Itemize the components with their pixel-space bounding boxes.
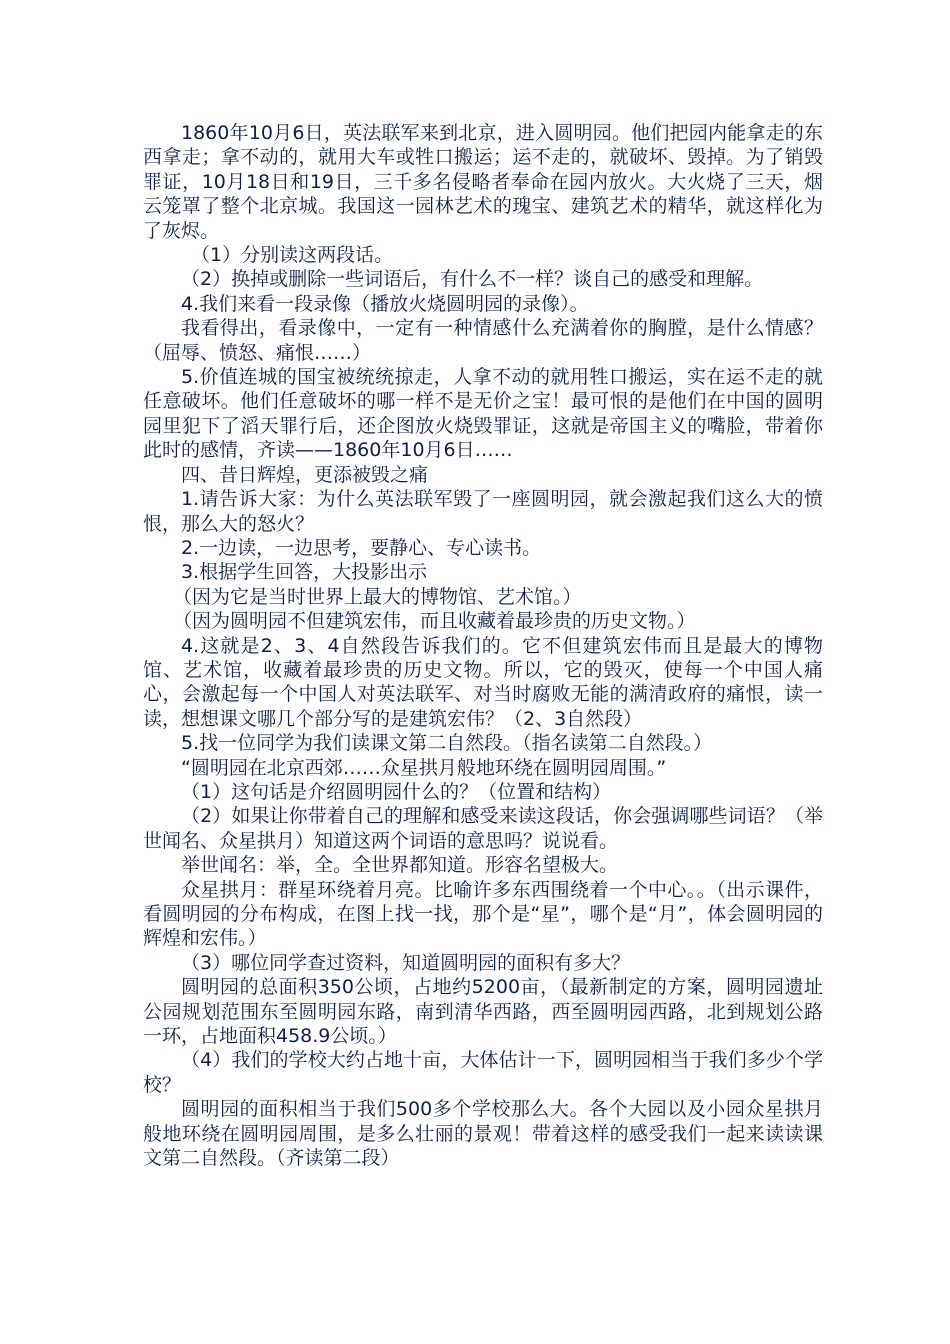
paragraph-question-4: 4.这就是2、3、4自然段告诉我们的。它不但建筑宏伟而且是最大的博物馆、艺术馆，收藏着最珍贵的历史文物。所以，它的毁灭，使每一个中国人痛心，会激起每一个中国人对英法联军、对当时腐败无能的满清政府的痛恨，读一读，想想课文哪几个部分写的是建筑宏伟？（2、3自然段） [143,634,823,730]
paragraph-fire-narrative: 1860年10月6日，英法联军来到北京，进入圆明园。他们把园内能拿走的东西拿走；拿不动的，就用大车或牲口搬运；运不走的，就破坏、毁掉。为了销毁罪证，10月18日和19日，三千多名侵略者奉命在园内放火。大火烧了三天，烟云笼罩了整个北京城。我国这一园林艺术的瑰宝、建筑艺术的精华，就这样化为了灰烬。 [143,122,823,242]
paragraph-step-2: （2）换掉或删除一些词语后，有什么不一样？谈自己的感受和理解。 [181,268,764,291]
paragraph-conclusion: 圆明园的面积相当于我们500多个学校那么大。各个大园以及小园众星拱月般地环绕在圆明园周围，是多么壮丽的景观！带着这样的感受我们一起来读读课文第二自然段。（齐读第二段） [143,1098,823,1170]
paragraph-question-5: 5.找一位同学为我们读课文第二自然段。（指名读第二自然段。） [181,732,713,755]
paragraph-question-3: 3.根据学生回答，大投影出示 [181,561,428,584]
paragraph-question-1: 1.请告诉大家：为什么英法联军毁了一座圆明园，就会激起我们这么大的愤恨，那么大的怒火？ [143,488,823,535]
paragraph-definition-2: 众星拱月：群星环绕着月亮。比喻许多东西围绕着一个中心。。（出示课件，看圆明园的分布构成，在图上找一找，那个是“星”，哪个是“月”，体会圆明园的辉煌和宏伟。） [143,878,823,950]
paragraph-quote: “圆明园在北京西郊……众星拱月般地环绕在圆明园周围。” [181,756,667,779]
document-body [143,121,823,1170]
paragraph-sub-2: （2）如果让你带着自己的理解和感受来读这段话，你会强调哪些词语？（举世闻名、众星拱月）知道这两个词语的意思吗？说说看。 [143,805,823,852]
paragraph-plunder: 5.价值连城的国宝被统统掠走，人拿不动的就用牲口搬运，实在运不走的就任意破坏。他们任意破坏的哪一样不是无价之宝！最可恨的是他们在中国的圆明园里犯下了滔天罪行后，还企图放火烧毁罪证，这就是帝国主义的嘴脸，带着你此时的感情，齐读——1860年10月6日…… [143,366,823,462]
paragraph-area: 圆明园的总面积350公顷，占地约5200亩，（最新制定的方案，圆明园遗址公园规划范围东至圆明园东路，南到清华西路，西至圆明园西路，北到规划公路一环，占地面积458.9公顷。） [143,976,823,1048]
paragraph-sub-4: （4）我们的学校大约占地十亩，大体估计一下，圆明园相当于我们多少个学校？ [143,1049,823,1096]
section-heading-4: 四、昔日辉煌，更添被毁之痛 [181,463,429,486]
paragraph-answer-museum: （因为它是当时世界上最大的博物馆、艺术馆。） [173,585,582,608]
paragraph-answer-relics: （因为圆明园不但建筑宏伟，而且收藏着最珍贵的历史文物。） [173,610,696,633]
paragraph-definition-1: 举世闻名：举，全。全世界都知道。形容名望极大。 [181,854,619,877]
paragraph-video: 4.我们来看一段录像（播放火烧圆明园的录像）。 [181,292,589,315]
paragraph-sub-1: （1）这句话是介绍圆明园什么的？（位置和结构） [181,780,612,803]
paragraph-emotion: 我看得出，看录像中，一定有一种情感什么充满着你的胸膛，是什么情感？（屈辱、愤怒、痛恨……） [143,317,823,364]
paragraph-question-2: 2.一边读，一边思考，要静心、专心读书。 [181,536,542,559]
paragraph-sub-3: （3）哪位同学查过资料，知道圆明园的面积有多大？ [181,951,631,974]
paragraph-step-1: （1）分别读这两段话。 [191,244,394,267]
